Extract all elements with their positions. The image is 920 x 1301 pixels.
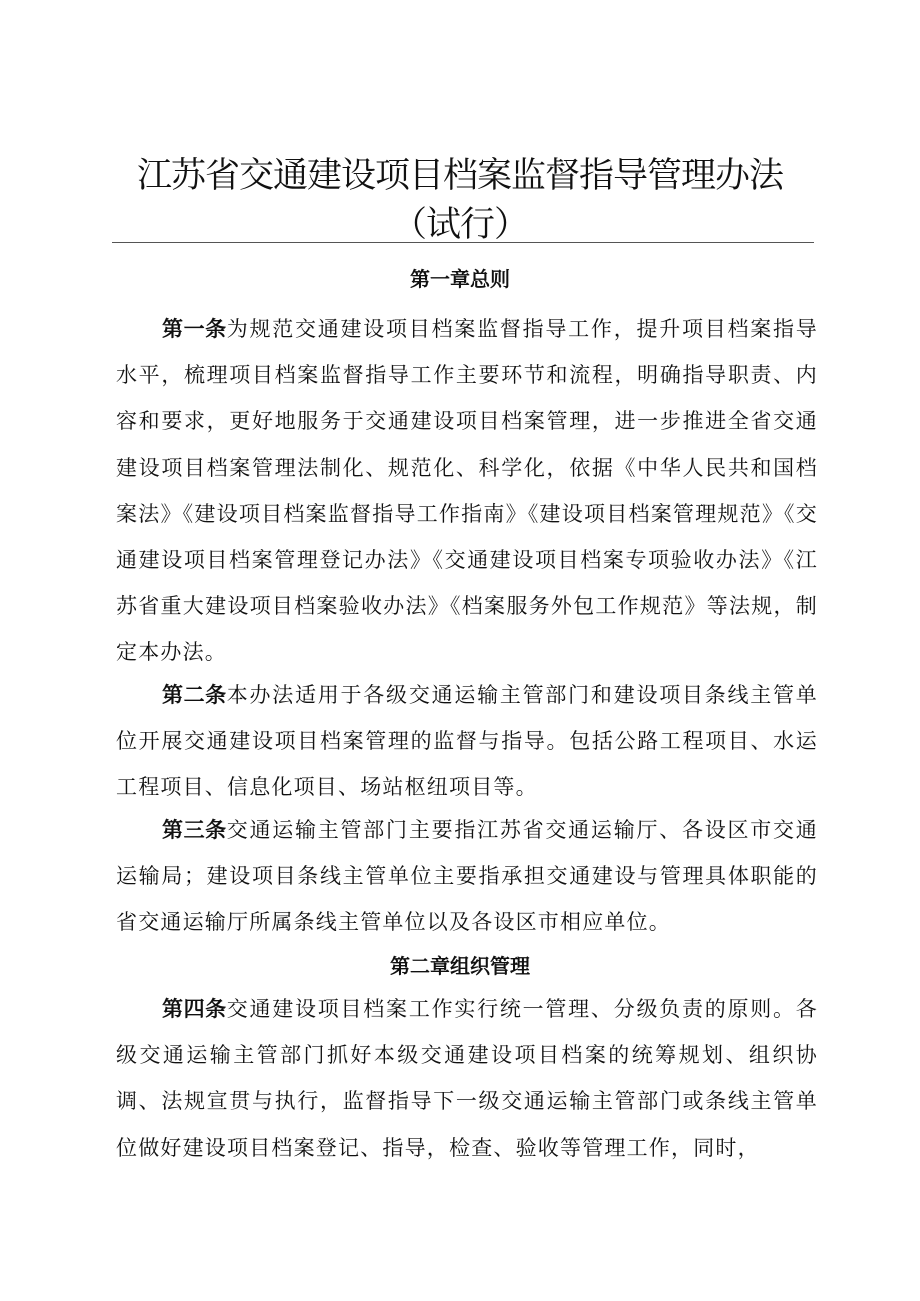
article-4 bbox=[116, 986, 818, 1171]
article-4-lead: 第四条 bbox=[162, 997, 227, 1021]
article-2 bbox=[116, 672, 818, 811]
chapter-heading-2: 第二章组织管理 bbox=[390, 954, 530, 978]
title-divider bbox=[112, 242, 814, 243]
chapter-heading-1: 第一章总则 bbox=[410, 267, 510, 291]
article-3 bbox=[116, 807, 818, 946]
article-1-lead: 第一条 bbox=[162, 317, 227, 341]
article-3-text: 交通运输主管部门主要指江苏省交通运输厅、各设区市交通运输局；建设项目条线主管单位主要指承担交通建设与管理具体职能的省交通运输厅所属条线主管单位以及各设区市相应单位。 bbox=[116, 818, 819, 935]
article-1 bbox=[116, 306, 818, 676]
article-4-text: 交通建设项目档案工作实行统一管理、分级负责的原则。各级交通运输主管部门抓好本级交通建设项目档案的统筹规划、组织协调、法规宣贯与执行，监督指导下一级交通运输主管部门或条线主管单位做好建设项目档案登记、指导，检查、验收等管理工作，同时， bbox=[116, 997, 819, 1160]
document-title: 江苏省交通建设项目档案监督指导管理办法 bbox=[136, 156, 783, 196]
article-1-text: 为规范交通建设项目档案监督指导工作，提升项目档案指导水平，梳理项目档案监督指导工作主要环节和流程，明确指导职责、内容和要求，更好地服务于交通建设项目档案管理，进一步推进全省交通建设项目档案管理法制化、规范化、科学化，依据《中华人民共和国档案法》《建设项目档案监督指导工作指南》《建设项目档案管理规范》《交通建设项目档案管理登记办法》《交通建设项目档案专项验收办法》《江苏省重大建设项目档案验收办法》《档案服务外包工作规范》等法规，制定本办法。 bbox=[116, 317, 819, 665]
article-2-lead: 第二条 bbox=[162, 683, 227, 707]
document-subtitle: （试行） bbox=[391, 205, 528, 245]
article-3-lead: 第三条 bbox=[162, 818, 227, 842]
article-2-text: 本办法适用于各级交通运输主管部门和建设项目条线主管单位开展交通建设项目档案管理的监督与指导。包括公路工程项目、水运工程项目、信息化项目、场站枢纽项目等。 bbox=[116, 683, 819, 800]
